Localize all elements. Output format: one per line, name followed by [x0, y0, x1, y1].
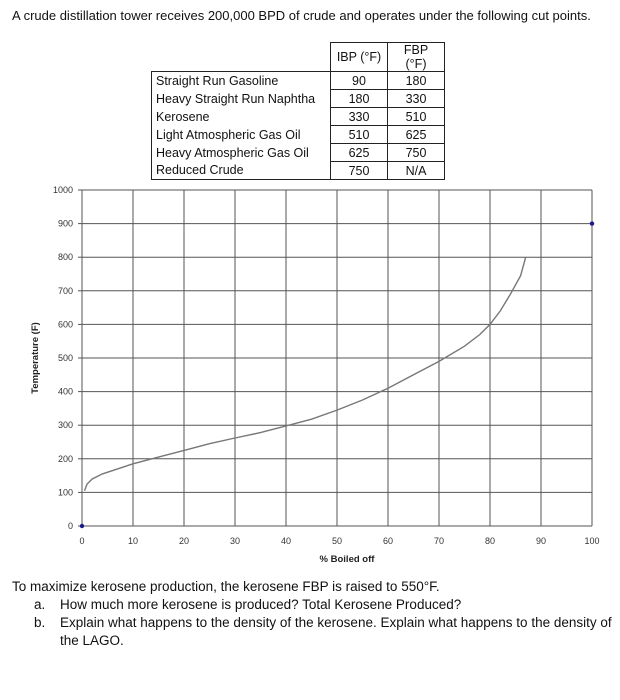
question-text: Explain what happens to the density of the kerosene. Explain what happens to the density of the LAGO. [60, 615, 612, 648]
question-label: a. [34, 597, 46, 612]
x-tick-label: 50 [331, 536, 343, 546]
y-axis-label: Temperature (F) [30, 322, 41, 394]
table-row [152, 72, 445, 90]
cut-ibp: 625 [331, 144, 388, 162]
x-tick-label: 90 [535, 536, 547, 546]
y-tick-label: 300 [57, 420, 73, 431]
cut-fbp: 330 [388, 90, 445, 108]
y-tick-label: 100 [57, 487, 73, 498]
cut-name: Heavy Atmospheric Gas Oil [152, 144, 331, 162]
cut-name: Straight Run Gasoline [152, 72, 331, 90]
tbp-curve-line [85, 257, 526, 491]
y-tick-label: 800 [57, 252, 73, 263]
question-text: How much more kerosene is produced? Total Kerosene Produced? [60, 597, 462, 612]
x-tick-label: 10 [127, 536, 139, 546]
question-item-b [12, 614, 612, 650]
column-header-fbp: FBP (°F) [388, 43, 445, 72]
table-row [152, 108, 445, 126]
x-tick-label: 20 [178, 536, 190, 546]
table-row [152, 90, 445, 108]
y-tick-label: 200 [57, 453, 73, 464]
table-row [152, 126, 445, 144]
cut-points-table [151, 42, 445, 180]
x-tick-label: 0 [79, 536, 85, 546]
cut-name: Kerosene [152, 108, 331, 126]
cut-fbp: 510 [388, 108, 445, 126]
cut-name: Reduced Crude [152, 162, 331, 180]
question-block [12, 578, 612, 650]
data-marker-point [590, 221, 594, 225]
cut-ibp: 750 [331, 162, 388, 180]
cut-fbp: 625 [388, 126, 445, 144]
question-list [12, 596, 612, 650]
cut-ibp: 180 [331, 90, 388, 108]
table-corner [152, 43, 331, 72]
cut-ibp: 90 [331, 72, 388, 90]
problem-intro: A crude distillation tower receives 200,000 BPD of crude and operates under the following cut points. [12, 8, 591, 23]
x-tick-label: 100 [584, 536, 600, 546]
x-tick-label: 70 [433, 536, 445, 546]
cut-ibp: 510 [331, 126, 388, 144]
y-tick-label: 600 [57, 319, 73, 330]
table-row [152, 144, 445, 162]
cut-name: Light Atmospheric Gas Oil [152, 126, 331, 144]
x-tick-label: 40 [280, 536, 292, 546]
cut-ibp: 330 [331, 108, 388, 126]
x-axis-label: % Boiled off [319, 554, 375, 565]
cut-fbp: 750 [388, 144, 445, 162]
x-tick-label: 60 [382, 536, 394, 546]
cut-fbp: 180 [388, 72, 445, 90]
question-label: b. [34, 615, 46, 630]
cut-fbp: N/A [388, 162, 445, 180]
data-marker-point [80, 524, 84, 528]
table-row [152, 162, 445, 180]
y-tick-label: 500 [57, 353, 73, 363]
y-tick-label: 1000 [52, 185, 73, 195]
question-item-a [12, 596, 612, 614]
tbp-chart [0, 178, 620, 570]
cut-name: Heavy Straight Run Naphtha [152, 90, 331, 108]
y-tick-label: 400 [57, 386, 73, 397]
y-tick-label: 900 [57, 218, 73, 229]
column-header-ibp: IBP (°F) [331, 43, 388, 72]
question-intro: To maximize kerosene production, the kerosene FBP is raised to 550°F. [12, 579, 440, 594]
y-tick-label: 0 [67, 521, 73, 531]
x-tick-label: 80 [484, 536, 496, 546]
x-tick-label: 30 [229, 536, 241, 546]
y-tick-label: 700 [57, 285, 73, 296]
